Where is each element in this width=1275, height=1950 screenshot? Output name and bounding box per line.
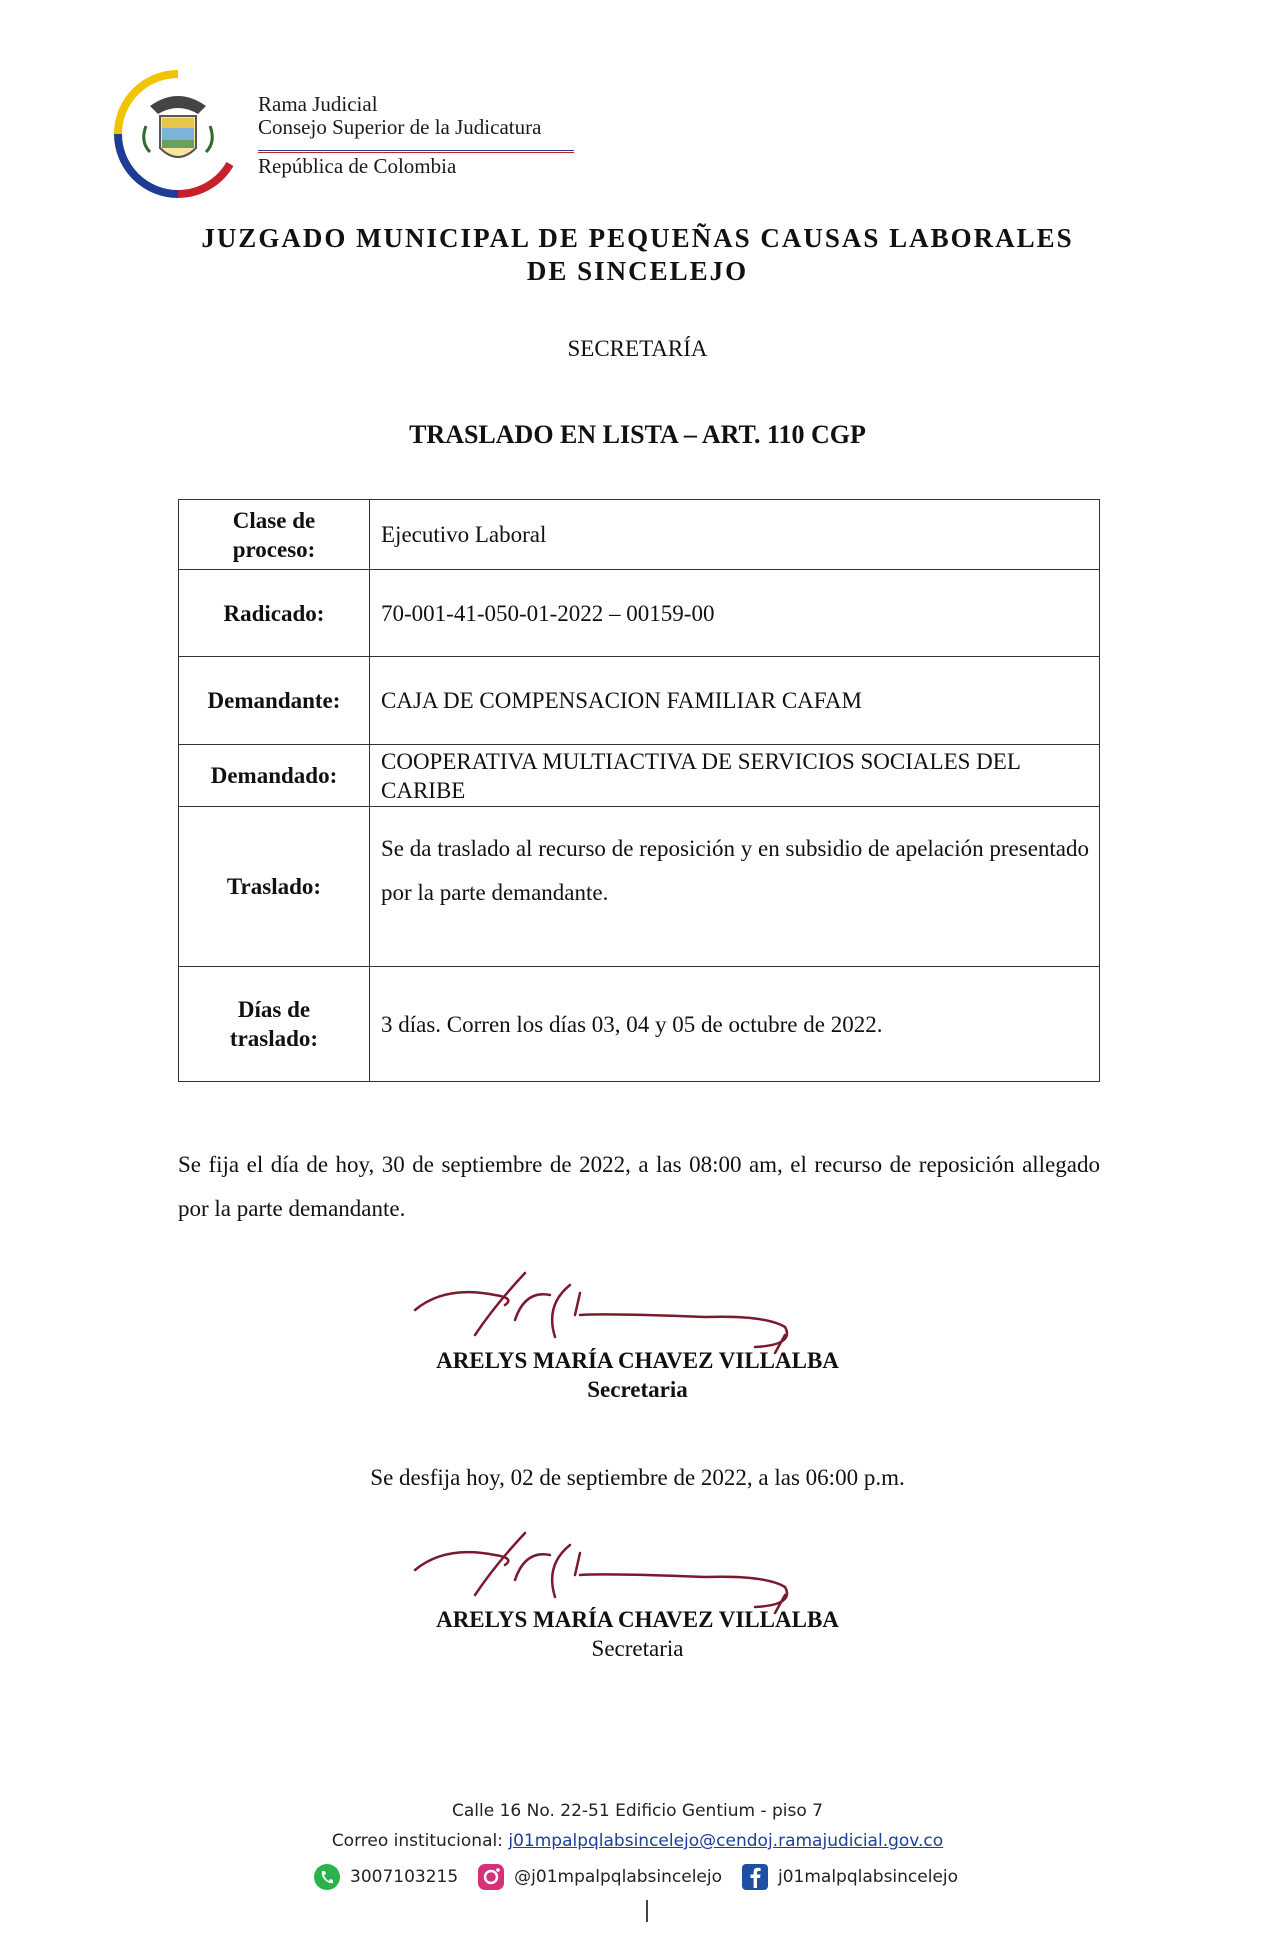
footer-email-line [0, 1831, 1275, 1851]
footer-phone: 3007103215 [350, 1867, 459, 1887]
court-title [0, 222, 1275, 288]
footer-instagram: @j01mpalpqlabsincelejo [514, 1867, 722, 1887]
signer-role: Secretaria [591, 1636, 684, 1661]
table-row [179, 745, 1100, 807]
facebook-icon [740, 1862, 770, 1892]
unfixing-notice: Se desfija hoy, 02 de septiembre de 2022, a las 06:00 p.m. [370, 1465, 905, 1490]
signer-role: Secretaria [587, 1377, 688, 1402]
row-value: COOPERATIVA MULTIACTIVA DE SERVICIOS SOCIALES DEL CARIBE [370, 745, 1100, 807]
table-row [179, 807, 1100, 967]
table-row [179, 657, 1100, 745]
case-info-table [178, 499, 1100, 1082]
row-label: Traslado: [179, 807, 370, 967]
document-title: TRASLADO EN LISTA – ART. 110 CGP [409, 420, 866, 449]
letterhead-line-3: República de Colombia [258, 154, 457, 178]
signer-name: ARELYS MARÍA CHAVEZ VILLALBA [436, 1607, 839, 1632]
letterhead-rule [258, 150, 574, 152]
row-label: Días de traslado: [179, 967, 370, 1082]
row-value: Se da traslado al recurso de reposición y en subsidio de apelación presentado por la parte demandante. [370, 807, 1100, 967]
court-title-line-1: JUZGADO MUNICIPAL DE PEQUEÑAS CAUSAS LABORALES [201, 223, 1074, 253]
footer-divider [646, 1900, 648, 1922]
row-label: Demandante: [179, 657, 370, 745]
row-label: Radicado: [179, 570, 370, 657]
row-value: 3 días. Corren los días 03, 04 y 05 de octubre de 2022. [370, 967, 1100, 1082]
letterhead-line-2: Consejo Superior de la Judicatura [258, 115, 542, 139]
table-row [179, 570, 1100, 657]
row-value: 70-001-41-050-01-2022 – 00159-00 [370, 570, 1100, 657]
instagram-icon [476, 1862, 506, 1892]
footer-email-label: Correo institucional: [331, 1831, 509, 1851]
fixing-notice: Se fija el día de hoy, 30 de septiembre de 2022, a las 08:00 am, el recurso de reposición allegado por la parte demandante. [178, 1152, 1100, 1221]
handwritten-signature [405, 1525, 865, 1615]
signer-name: ARELYS MARÍA CHAVEZ VILLALBA [436, 1348, 839, 1373]
section-heading: SECRETARÍA [567, 336, 708, 361]
table-row [179, 500, 1100, 570]
letterhead-line-1: Rama Judicial [258, 92, 378, 116]
footer-social-row [312, 1862, 958, 1892]
coat-of-arms-seal-icon [110, 66, 246, 202]
footer-facebook: j01malpqlabsincelejo [778, 1867, 959, 1887]
table-row [179, 967, 1100, 1082]
footer-address: Calle 16 No. 22-51 Edificio Gentium - piso 7 [452, 1801, 823, 1821]
row-value: CAJA DE COMPENSACION FAMILIAR CAFAM [370, 657, 1100, 745]
handwritten-signature [405, 1265, 865, 1355]
row-value: Ejecutivo Laboral [370, 500, 1100, 570]
court-title-line-2: DE SINCELEJO [526, 256, 749, 286]
whatsapp-icon [312, 1862, 342, 1892]
row-label: Clase de proceso: [179, 500, 370, 570]
footer-email-link[interactable]: j01mpalpqlabsincelejo@cendoj.ramajudicial.gov.co [508, 1831, 944, 1851]
row-label: Demandado: [179, 745, 370, 807]
